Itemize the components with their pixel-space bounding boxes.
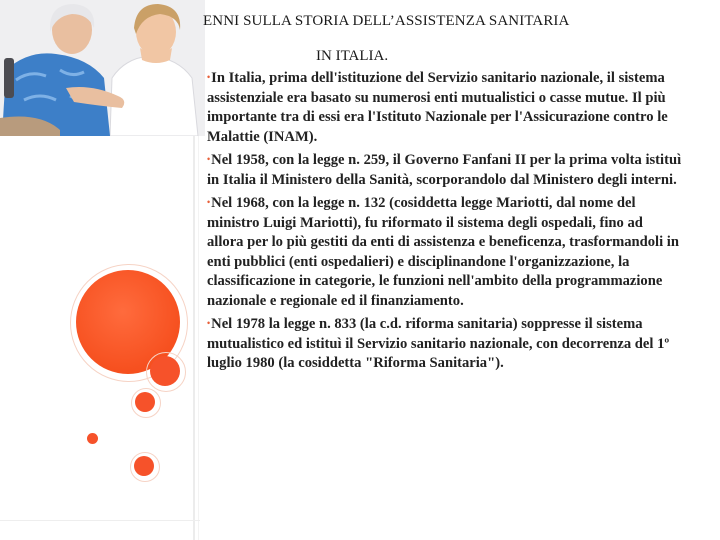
paragraph-text: Nel 1968, con la legge n. 132 (cosiddetta legge Mariotti, dal nome del ministro Luigi Mariotti), fu riformato il sistema degli ospedali, fino ad allora per lo più gestiti da enti di assistenza e beneficenza, trasformandoli in enti pubblici (enti ospedalieri) e disciplinandone l'organizzazione, la classificazione in categorie, le funzioni nell'ambito della programmazione nazionale e regionale ed il finanziamento. [207, 195, 679, 309]
slide-title: ENNI SULLA STORIA DELL’ASSISTENZA SANITARIA [203, 13, 570, 29]
paragraph-text: Nel 1958, con la legge n. 259, il Governo Fanfani II per la prima volta istituì in Italia il Ministero della Sanità, scorporandolo dal Ministero degli interni. [207, 152, 682, 188]
bullet-icon: • [207, 318, 211, 328]
bullet-icon: • [207, 154, 211, 164]
bullet-icon: • [207, 72, 211, 82]
slide-title-continued: IN ITALIA. [316, 48, 389, 64]
slide-body [207, 68, 683, 377]
paragraph-text: In Italia, prima dell'istituzione del Servizio sanitario nazionale, il sistema assistenziale era basato su numerosi enti mutualistici o casse mutue. Il più importante tra di essi era l'Istituto Nazionale per l'Assicurazione contro le Malattie (INAM). [207, 70, 668, 145]
paragraph [207, 193, 683, 311]
paragraph [207, 150, 683, 190]
decorative-line [0, 520, 200, 521]
decorative-circle-small [87, 433, 98, 444]
paragraph [207, 314, 683, 374]
paragraph [207, 68, 683, 147]
decorative-circle [134, 456, 154, 476]
photo-elderly-woman-with-nurse [0, 0, 205, 136]
bullet-icon: • [207, 197, 211, 207]
decorative-circle [150, 356, 180, 386]
decorative-circle [135, 392, 155, 412]
paragraph-text: Nel 1978 la legge n. 833 (la c.d. riforma sanitaria) soppresse il sistema mutualistico ed istituì il Servizio sanitario nazionale, con decorrenza del 1º luglio 1980 (la cosiddetta "Riforma Sanitaria"). [207, 316, 670, 371]
photo-illustration [0, 0, 205, 136]
